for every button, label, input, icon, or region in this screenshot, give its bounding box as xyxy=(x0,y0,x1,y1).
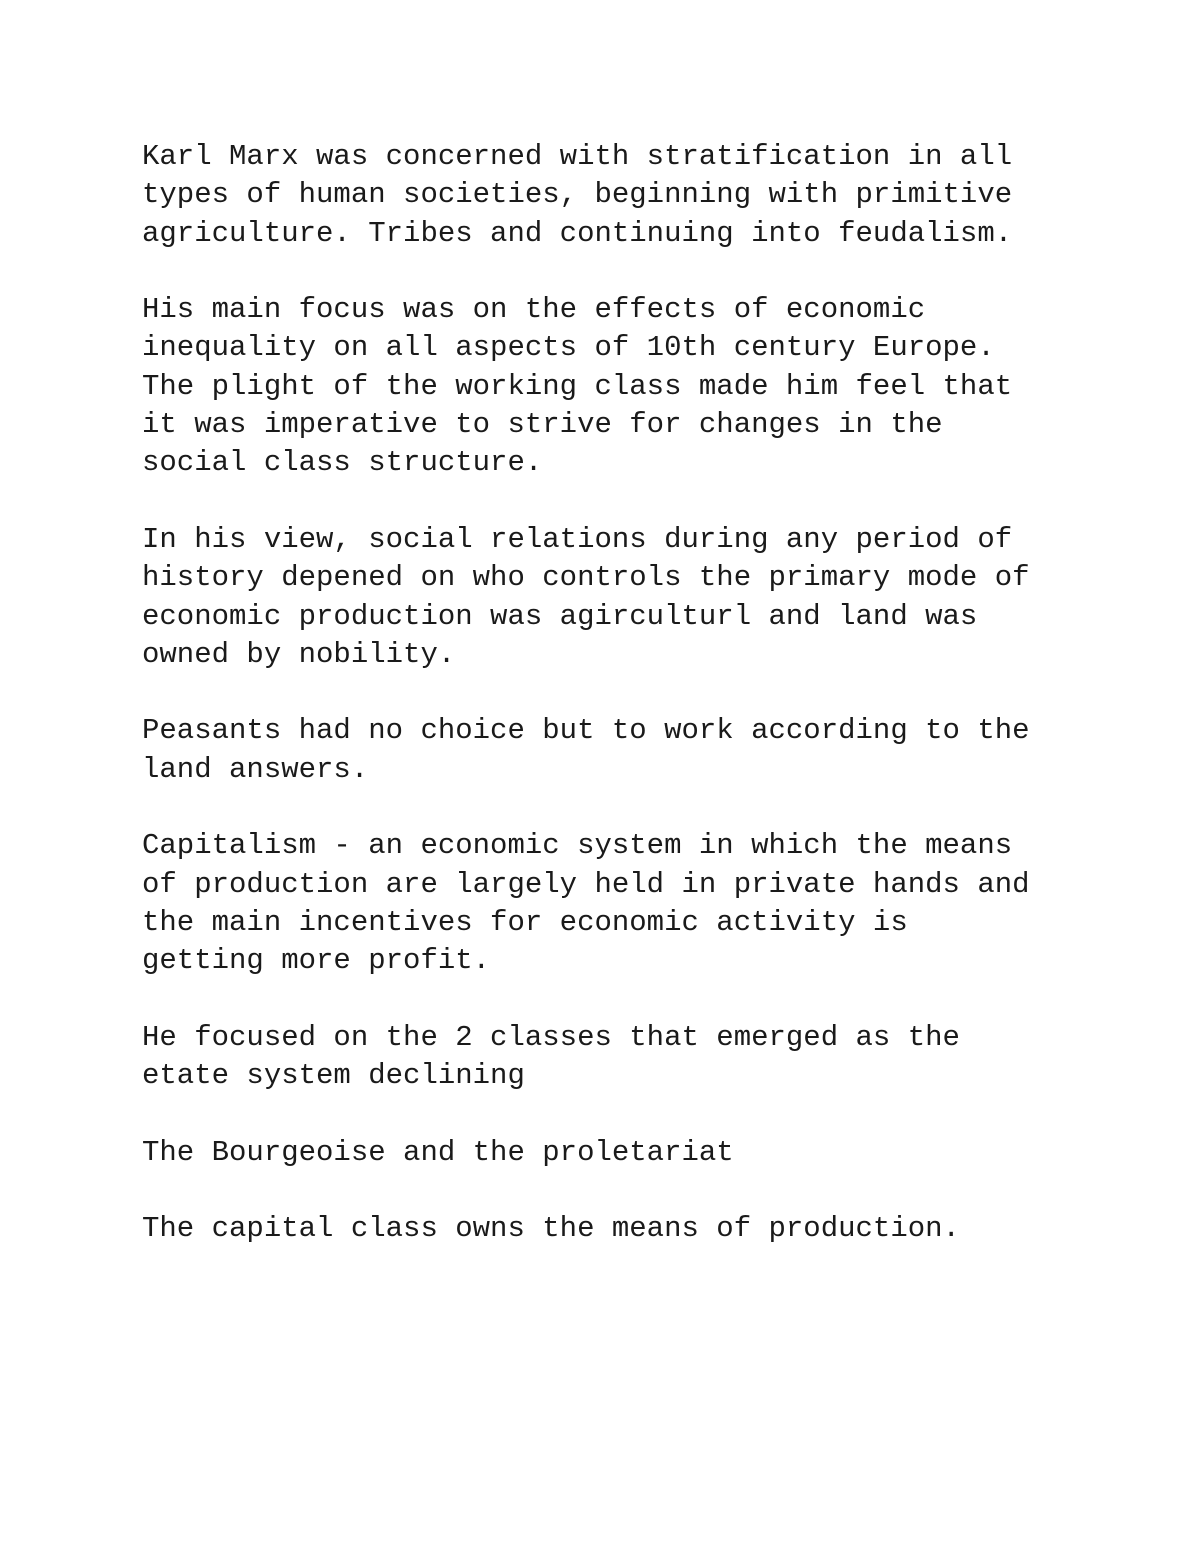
text-line: social class structure. xyxy=(142,446,543,480)
paragraph-5 xyxy=(142,827,1142,980)
text-line: economic production was agirculturl and land was xyxy=(142,599,978,633)
text-line: agriculture. Tribes and continuing into feudalism. xyxy=(142,216,1013,250)
text-line: The plight of the working class made him feel that xyxy=(142,369,1013,403)
text-line: getting more profit. xyxy=(142,944,491,978)
document-body xyxy=(142,138,1142,1287)
paragraph-8 xyxy=(142,1210,1142,1248)
text-line: He focused on the 2 classes that emerged as the xyxy=(142,1020,960,1054)
text-line: owned by nobility. xyxy=(142,637,456,671)
text-line: Karl Marx was concerned with stratification in all xyxy=(142,140,1013,173)
paragraph-2 xyxy=(142,291,1142,482)
paragraph-4 xyxy=(142,712,1142,789)
text-line: land answers. xyxy=(142,752,369,786)
text-line: Peasants had no choice but to work according to the xyxy=(142,714,1030,748)
text-line: it was imperative to strive for changes in the xyxy=(142,408,943,442)
paragraph-3 xyxy=(142,521,1142,674)
text-line: inequality on all aspects of 10th century Europe. xyxy=(142,331,995,365)
text-line: The capital class owns the means of production. xyxy=(142,1212,960,1246)
paragraph-7 xyxy=(142,1134,1142,1172)
text-line: history depened on who controls the primary mode of xyxy=(142,561,1030,595)
text-line: His main focus was on the effects of economic xyxy=(142,293,926,327)
text-line: etate system declining xyxy=(142,1059,525,1093)
text-line: of production are largely held in private hands and xyxy=(142,867,1030,901)
text-line: In his view, social relations during any period of xyxy=(142,522,1013,556)
text-line: types of human societies, beginning with primitive xyxy=(142,178,1013,212)
paragraph-1 xyxy=(142,138,1142,253)
paragraph-6 xyxy=(142,1019,1142,1096)
text-line: The Bourgeoise and the proletariat xyxy=(142,1135,734,1169)
text-line: the main incentives for economic activity is xyxy=(142,905,908,939)
text-line: Capitalism - an economic system in which the means xyxy=(142,829,1013,863)
